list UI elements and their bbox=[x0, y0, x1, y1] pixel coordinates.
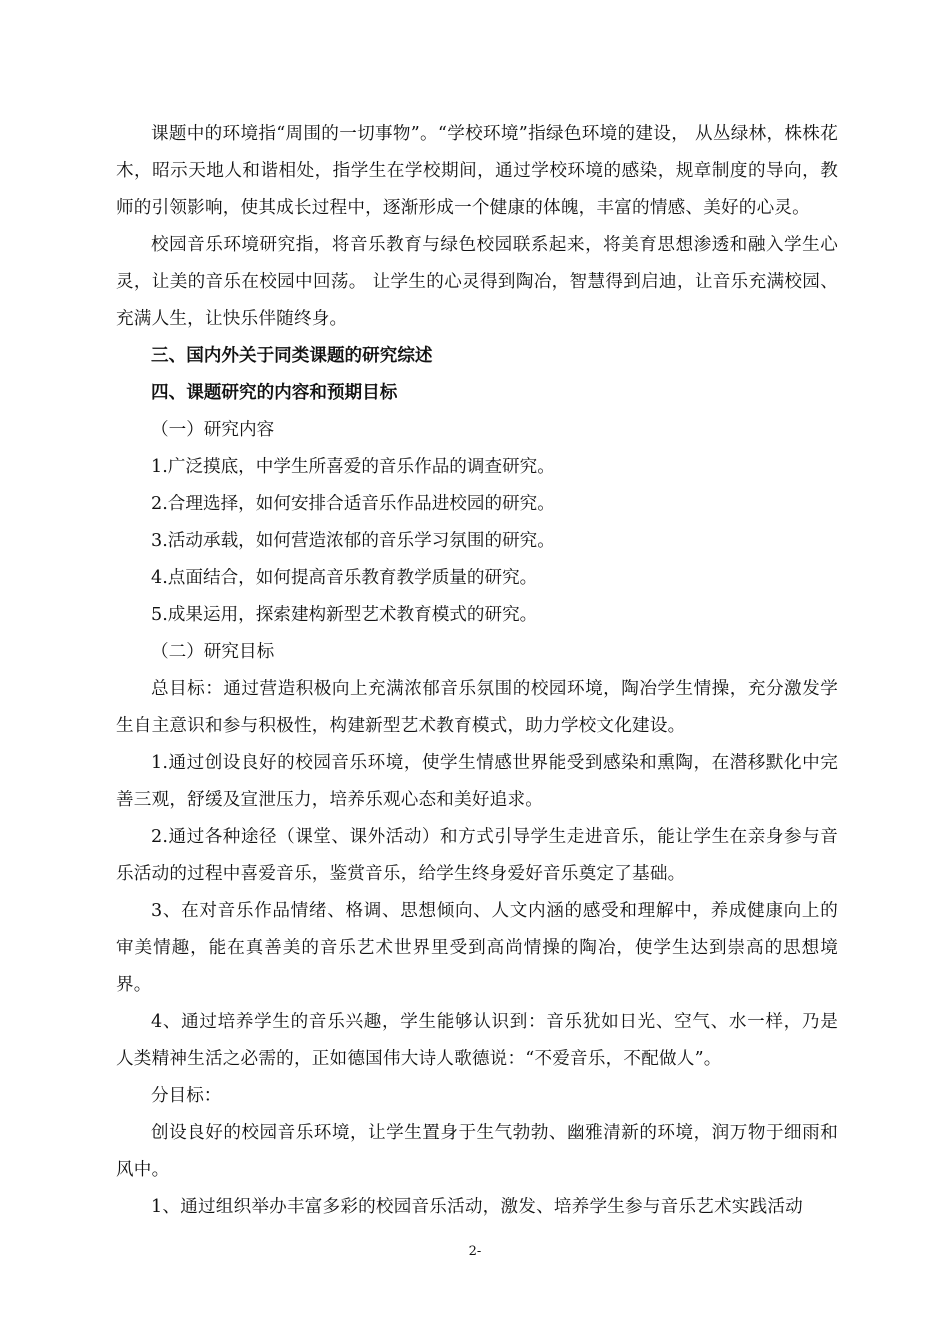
sub-goal-intro: 创设良好的校园音乐环境，让学生置身于生气勃勃、幽雅清新的环境，润万物于细雨和风中。 bbox=[116, 1123, 838, 1180]
content-item: 4.点面结合，如何提高音乐教育教学质量的研究。 bbox=[151, 568, 538, 588]
goal-item: 3、在对音乐作品情绪、格调、思想倾向、人文内涵的感受和理解中，养成健康向上的审美情趣，能在真善美的音乐艺术世界里受到高尚情操的陶冶，使学生达到崇高的思想境界。 bbox=[116, 901, 838, 995]
page-number: 2- bbox=[468, 1244, 482, 1259]
goal-overall: 总目标：通过营造积极向上充满浓郁音乐氛围的校园环境，陶冶学生情操，充分激发学生自主意识和参与积极性，构建新型艺术教育模式，助力学校文化建设。 bbox=[116, 679, 838, 736]
goal-item: 1.通过创设良好的校园音乐环境，使学生情感世界能受到感染和熏陶，在潜移默化中完善三观，舒缓及宣泄压力，培养乐观心态和美好追求。 bbox=[116, 753, 838, 810]
paragraph-campus-music-definition: 校园音乐环境研究指，将音乐教育与绿色校园联系起来，将美育思想渗透和融入学生心灵，让美的音乐在校园中回荡。 让学生的心灵得到陶冶，智慧得到启迪，让音乐充满校园、充满人生，让快乐伴随终身。 bbox=[116, 235, 838, 329]
document-body bbox=[116, 116, 838, 1226]
subsection-research-content: （一）研究内容 bbox=[151, 420, 275, 440]
goal-item: 2.通过各种途径（课堂、课外活动）和方式引导学生走进音乐，能让学生在亲身参与音乐活动的过程中喜爱音乐，鉴赏音乐，给学生终身爱好音乐奠定了基础。 bbox=[116, 827, 838, 884]
goal-item: 4、通过培养学生的音乐兴趣，学生能够认识到：音乐犹如日光、空气、水一样，乃是人类精神生活之必需的，正如德国伟大诗人歌德说：“不爱音乐，不配做人”。 bbox=[116, 1012, 838, 1069]
section-heading-3: 三、国内外关于同类课题的研究综述 bbox=[151, 346, 433, 366]
content-item: 2.合理选择，如何安排合适音乐作品进校园的研究。 bbox=[151, 494, 555, 514]
sub-goals-label: 分目标： bbox=[151, 1086, 222, 1106]
paragraph-environment-definition: 课题中的环境指“周围的一切事物”。“学校环境”指绿色环境的建设， 从丛绿林，株株花木，昭示天地人和谐相处，指学生在学校期间，通过学校环境的感染，规章制度的导向，教师的引领影响，使其成长过程中，逐渐形成一个健康的体魄，丰富的情感、美好的心灵。 bbox=[116, 124, 838, 218]
content-item: 1.广泛摸底，中学生所喜爱的音乐作品的调查研究。 bbox=[151, 457, 555, 477]
content-item: 5.成果运用，探索建构新型艺术教育模式的研究。 bbox=[151, 605, 538, 625]
section-heading-4: 四、课题研究的内容和预期目标 bbox=[151, 383, 398, 403]
content-item: 3.活动承载，如何营造浓郁的音乐学习氛围的研究。 bbox=[151, 531, 555, 551]
subsection-research-goals: （二）研究目标 bbox=[151, 642, 275, 662]
sub-goal-item: 1、通过组织举办丰富多彩的校园音乐活动，激发、培养学生参与音乐艺术实践活动 bbox=[151, 1197, 803, 1217]
